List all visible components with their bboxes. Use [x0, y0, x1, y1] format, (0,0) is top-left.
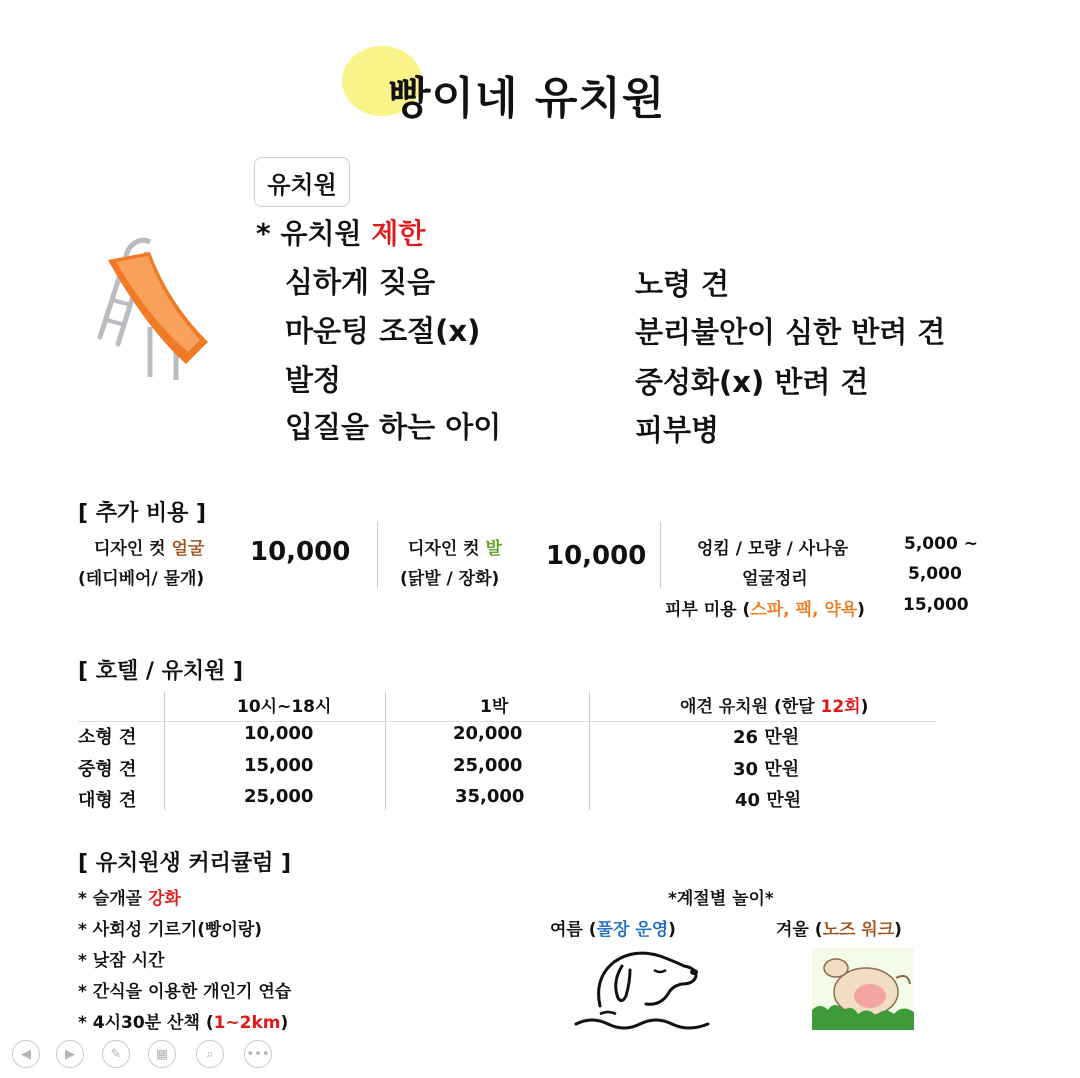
restriction-item: 발정	[285, 363, 342, 397]
prev-icon[interactable]: ◀	[12, 1040, 40, 1068]
page-title: 빵이네 유치원	[388, 73, 666, 124]
kindergarten-tag: 유치원	[254, 157, 350, 207]
next-icon[interactable]: ▶	[56, 1040, 84, 1068]
hotel-heading: [ 호텔 / 유치원 ]	[78, 659, 244, 684]
restriction-prefix: * 유치원	[256, 217, 372, 250]
restriction-word: 제한	[371, 217, 426, 250]
skin-care-price: 15,000	[903, 595, 969, 615]
row-night-price: 25,000	[453, 755, 523, 776]
restriction-heading	[256, 212, 425, 252]
col-header-day: 10시~18시	[237, 697, 332, 717]
pen-icon[interactable]: ✎	[102, 1040, 130, 1068]
winter-label: 겨울 (노즈 워크)	[776, 920, 902, 940]
row-monthly-price: 40 만원	[735, 790, 802, 811]
misc-label: 얼굴정리	[742, 569, 808, 589]
col-header-night: 1박	[480, 697, 509, 717]
misc-price: 5,000 ~	[904, 534, 978, 554]
row-size: 중형 견	[78, 759, 137, 780]
row-night-price: 35,000	[455, 786, 525, 807]
more-icon[interactable]: •••	[244, 1040, 272, 1068]
row-day-price: 15,000	[244, 755, 314, 776]
face-design-label: 디자인 컷 얼굴	[94, 539, 205, 559]
curriculum-heading: [ 유치원생 커리큘럼 ]	[78, 851, 292, 876]
row-night-price: 20,000	[453, 723, 523, 744]
curriculum-item: * 4시30분 산책 (1~2km)	[78, 1013, 289, 1033]
extra-cost-heading: [ 추가 비용 ]	[78, 501, 207, 526]
divider	[660, 522, 661, 588]
restriction-item: 분리불안이 심한 반려 견	[635, 315, 946, 349]
slide-icon	[88, 232, 213, 382]
col-header-monthly: 애견 유치원 (한달 12회)	[680, 697, 869, 717]
restriction-item: 마운팅 조절(x)	[285, 314, 481, 348]
restriction-item: 피부병	[635, 413, 720, 447]
curriculum-item: * 간식을 이용한 개인기 연습	[78, 982, 292, 1002]
face-design-sub: (테디베어/ 물개)	[78, 569, 205, 589]
foot-design-sub: (닭발 / 장화)	[400, 569, 500, 589]
curriculum-item: * 사회성 기르기(빵이랑)	[78, 920, 263, 940]
row-monthly-price: 30 만원	[733, 759, 800, 780]
swimming-dog-icon	[572, 948, 712, 1030]
divider	[377, 522, 378, 588]
restriction-item: 중성화(x) 반려 견	[635, 365, 869, 399]
foot-design-label: 디자인 컷 발	[408, 539, 502, 559]
table-divider	[385, 692, 386, 810]
restriction-item: 노령 견	[635, 267, 730, 301]
misc-label: 엉킴 / 모량 / 사나움	[697, 539, 849, 559]
restriction-item: 입질을 하는 아이	[285, 410, 502, 444]
row-monthly-price: 26 만원	[733, 727, 800, 748]
foot-design-price: 10,000	[546, 541, 647, 571]
table-header-line	[78, 721, 936, 722]
misc-price: 5,000	[908, 564, 962, 584]
slides-icon[interactable]: ▦	[148, 1040, 176, 1068]
table-divider	[589, 692, 590, 810]
table-divider	[164, 692, 165, 810]
row-size: 소형 견	[78, 727, 137, 748]
row-size: 대형 견	[78, 790, 137, 811]
face-design-price: 10,000	[250, 537, 351, 567]
summer-label: 여름 (풀장 운영)	[550, 920, 676, 940]
zoom-icon[interactable]: ⌕	[196, 1040, 224, 1068]
skin-care-label: 피부 미용 (스파, 팩, 약욕)	[665, 600, 865, 620]
curriculum-item: * 낮잠 시간	[78, 951, 165, 971]
curriculum-item: * 슬개골 강화	[78, 889, 181, 909]
restriction-item: 심하게 짖음	[285, 265, 436, 299]
row-day-price: 10,000	[244, 723, 314, 744]
seasonal-heading: *계절별 놀이*	[668, 889, 774, 909]
dog-rolling-in-grass-icon	[812, 948, 914, 1030]
row-day-price: 25,000	[244, 786, 314, 807]
